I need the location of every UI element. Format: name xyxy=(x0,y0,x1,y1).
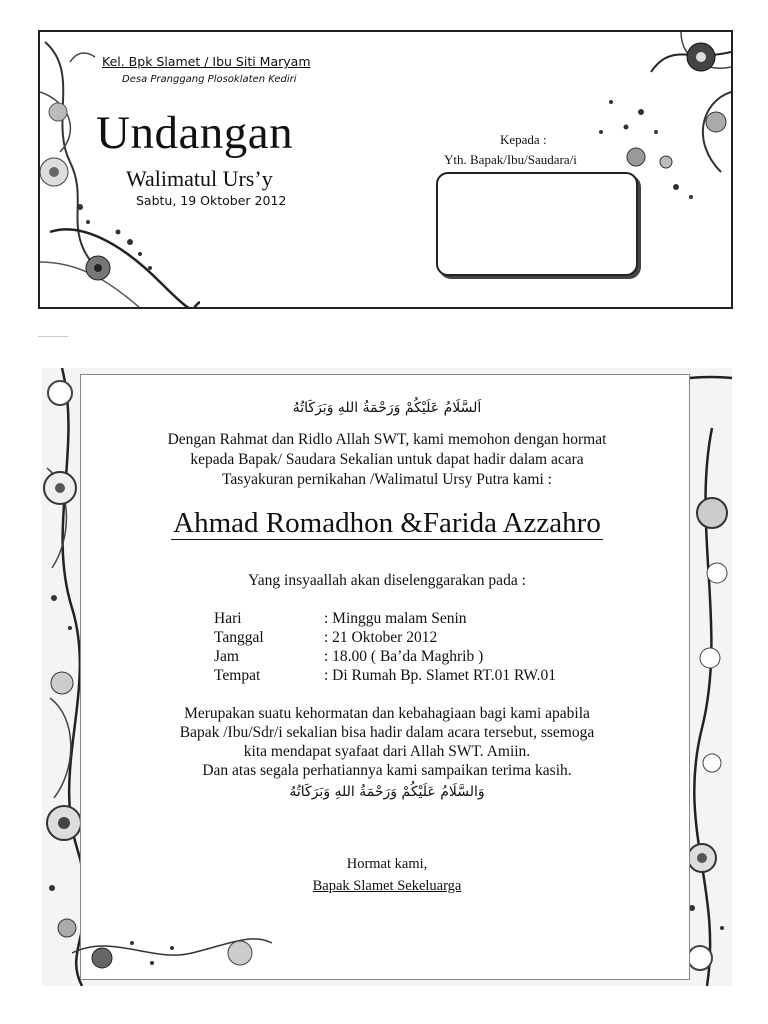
detail-label: Hari xyxy=(214,610,242,627)
detail-row-date xyxy=(214,629,437,647)
bottom-floral-ornament xyxy=(72,913,272,983)
invitation-card xyxy=(42,368,732,986)
recipient-label: Kepada : xyxy=(500,132,547,147)
closing-greeting-arabic: وَالسَّلَامُ عَلَيْكُمْ وَرَحْمَةُ اللهِ وَبَرَكَاتُهُ xyxy=(289,784,485,800)
detail-value: : 18.00 ( Ba’da Maghrib ) xyxy=(324,648,484,665)
divider xyxy=(38,336,68,337)
closing-line: Dan atas segala perhatiannya kami sampaikan terima kasih. xyxy=(202,762,572,779)
detail-label: Tanggal xyxy=(214,629,264,646)
detail-row-day xyxy=(214,610,467,628)
closing-line: Bapak /Ibu/Sdr/i sekalian bisa hadir dalam acara tersebut, ssemoga xyxy=(179,724,595,741)
recipient-address-box[interactable] xyxy=(436,172,638,276)
schedule-intro: Yang insyaallah akan diselenggarakan pada : xyxy=(248,572,526,589)
sender-name: Kel. Bpk Slamet / Ibu Siti Maryam xyxy=(102,54,311,69)
signatory xyxy=(42,878,732,895)
signatory-name: Bapak Slamet Sekeluarga xyxy=(312,878,462,894)
detail-value: : Minggu malam Senin xyxy=(324,610,467,627)
detail-value: : 21 Oktober 2012 xyxy=(324,629,438,646)
closing-line: kita mendapat syafaat dari Allah SWT. Amiin. xyxy=(243,743,531,760)
recipient-salutation: Yth. Bapak/Ibu/Saudara/i xyxy=(444,152,577,167)
detail-label: Jam xyxy=(214,648,239,665)
detail-label: Tempat xyxy=(214,667,261,684)
opening-greeting-arabic: اَلسَّلَامُ عَلَيْكُمْ وَرَحْمَةُ اللهِ وَبَرَكَاتُهُ xyxy=(292,400,482,416)
closing-line: Merupakan suatu kehormatan dan kebahagiaan bagi kami apabila xyxy=(184,705,590,722)
sign-off: Hormat kami, xyxy=(346,856,428,872)
detail-row-place xyxy=(214,667,556,685)
detail-row-time xyxy=(214,648,483,666)
opening-line: Tasyakuran pernikahan /Walimatul Ursy Putra kami : xyxy=(222,471,552,488)
couple-names xyxy=(42,507,732,540)
envelope-card xyxy=(38,30,733,309)
event-date: Sabtu, 19 Oktober 2012 xyxy=(136,193,287,208)
detail-value: : Di Rumah Bp. Slamet RT.01 RW.01 xyxy=(324,667,557,684)
event-name: Walimatul Urs’y xyxy=(126,166,273,191)
couple-names-text: Ahmad Romadhon &Farida Azzahro xyxy=(173,507,601,539)
sender-address: Desa Pranggang Plosoklaten Kediri xyxy=(122,74,297,85)
opening-line: kepada Bapak/ Saudara Sekalian untuk dapat hadir dalam acara xyxy=(190,451,584,468)
invitation-title: Undangan xyxy=(96,107,294,159)
opening-line: Dengan Rahmat dan Ridlo Allah SWT, kami memohon dengan hormat xyxy=(167,431,607,448)
